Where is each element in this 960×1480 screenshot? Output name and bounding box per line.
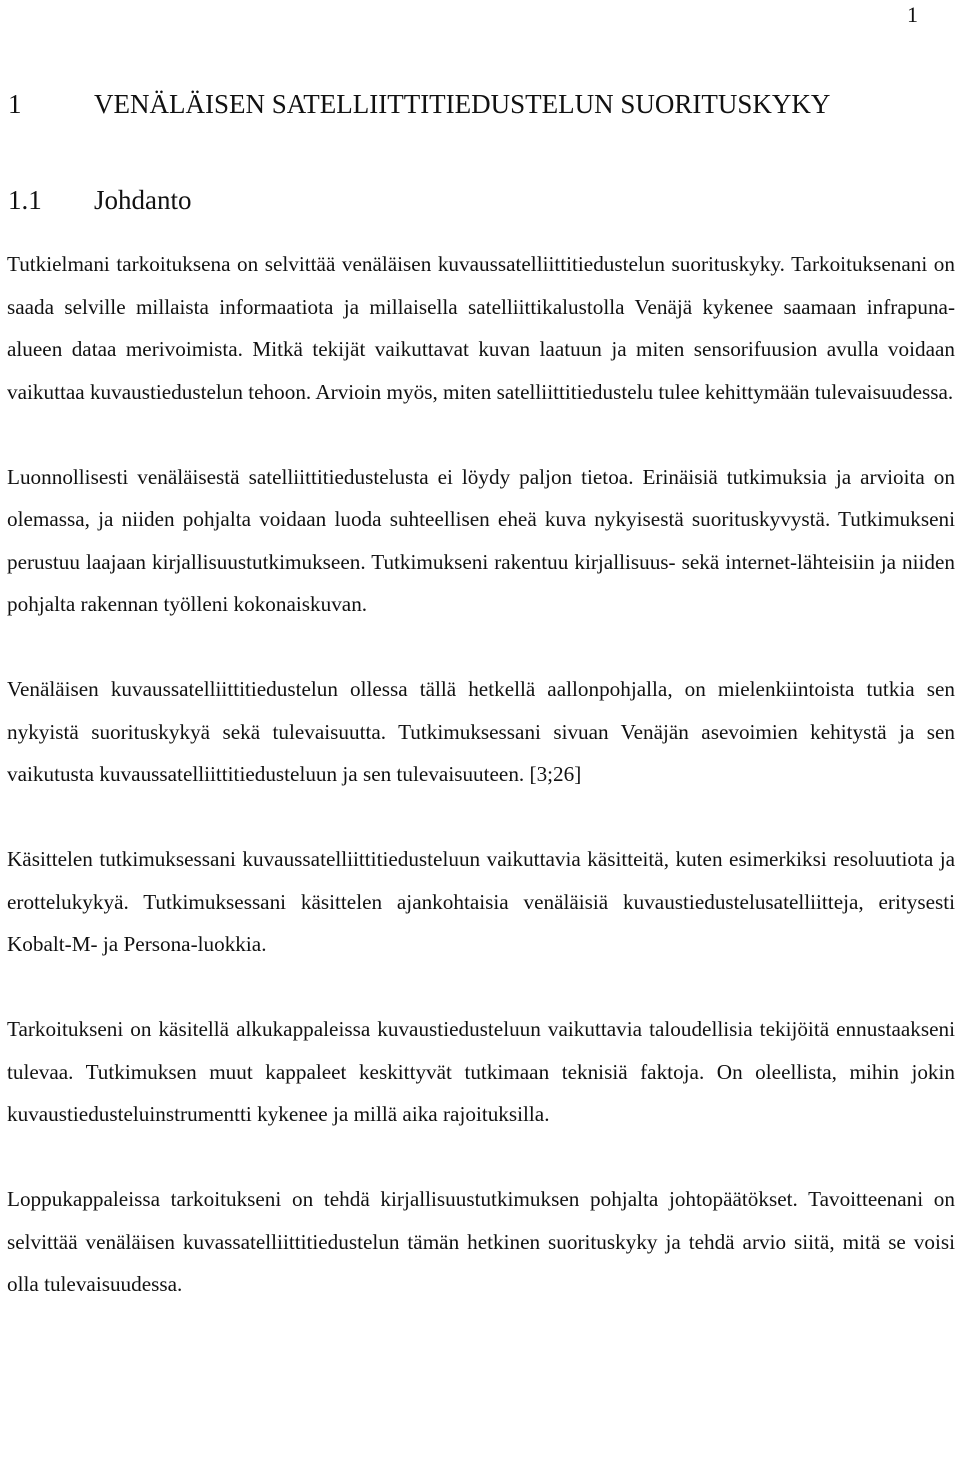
paragraph: Käsittelen tutkimuksessani kuvaussatelliittitiedusteluun vaikuttavia käsitteitä, kuten esimerkiksi resoluutiota ja erottelukykyä. Tutkimuksessani käsittelen ajankohtaisia venäläisiä kuvaustiedustelusatelliitteja, eritysesti Kobalt-M- ja Persona-luokkia. (7, 847, 955, 956)
paragraph: Tarkoitukseni on käsitellä alkukappaleissa kuvaustiedusteluun vaikuttavia taloudellisia tekijöitä ennustaakseni tulevaa. Tutkimuksen muut kappaleet keskittyvät tutkimaan teknisiä faktoja. On oleellista, mihin jokin kuvaustiedusteluinstrumentti kykenee ja millä aika rajoituksilla. (7, 1017, 955, 1126)
page-number: 1 (907, 2, 918, 27)
section-heading (8, 182, 940, 218)
paragraph: Luonnollisesti venäläisestä satelliittitiedustelusta ei löydy paljon tietoa. Erinäisiä tutkimuksia ja arvioita on olemassa, ja niiden pohjalta voidaan luoda suhteellisen eheä kuva nykyisestä suorituskyvystä. Tutkimukseni perustuu laajaan kirjallisuustutkimukseen. Tutkimukseni rakentuu kirjallisuus- sekä internet-lähteisiin ja niiden pohjalta rakennan työlleni kokonaiskuvan. (7, 464, 955, 616)
chapter-title: VENÄLÄISEN SATELLIITTITIEDUSTELUN SUORITUSKYKY (94, 89, 831, 119)
section-title: Johdanto (94, 185, 192, 215)
paragraph: Loppukappaleissa tarkoitukseni on tehdä kirjallisuustutkimuksen pohjalta johtopäätökset. Tavoitteenani on selvittää venäläisen kuvassatelliittitiedustelun tämän hetkinen suorituskyky ja tehdä arvio siitä, mitä se voisi olla tulevaisuudessa. (7, 1187, 955, 1296)
body-text (7, 243, 955, 1306)
chapter-heading (8, 84, 940, 124)
chapter-number: 1 (8, 89, 22, 119)
section-number: 1.1 (8, 185, 42, 215)
paragraph: Venäläisen kuvaussatelliittitiedustelun ollessa tällä hetkellä aallonpohjalla, on mielenkiintoista tutkia sen nykyistä suorituskykyä sekä tulevaisuutta. Tutkimuksessani sivuan Venäjän asevoimien kehitystä ja sen vaikutusta kuvaussatelliittitiedusteluun ja sen tulevaisuuteen. [3;26] (7, 677, 955, 786)
paragraph: Tutkielmani tarkoituksena on selvittää venäläisen kuvaussatelliittitiedustelun suorituskyky. Tarkoituksenani on saada selville millaista informaatiota ja millaisella satelliittikalustolla Venäjä kykenee saamaan infrapuna-alueen dataa merivoimista. Mitkä tekijät vaikuttavat kuvan laatuun ja miten sensorifuusion avulla voidaan vaikuttaa kuvaustiedustelun tehoon. Arvioin myös, miten satelliittitiedustelu tulee kehittymään tulevaisuudessa. (7, 252, 955, 404)
